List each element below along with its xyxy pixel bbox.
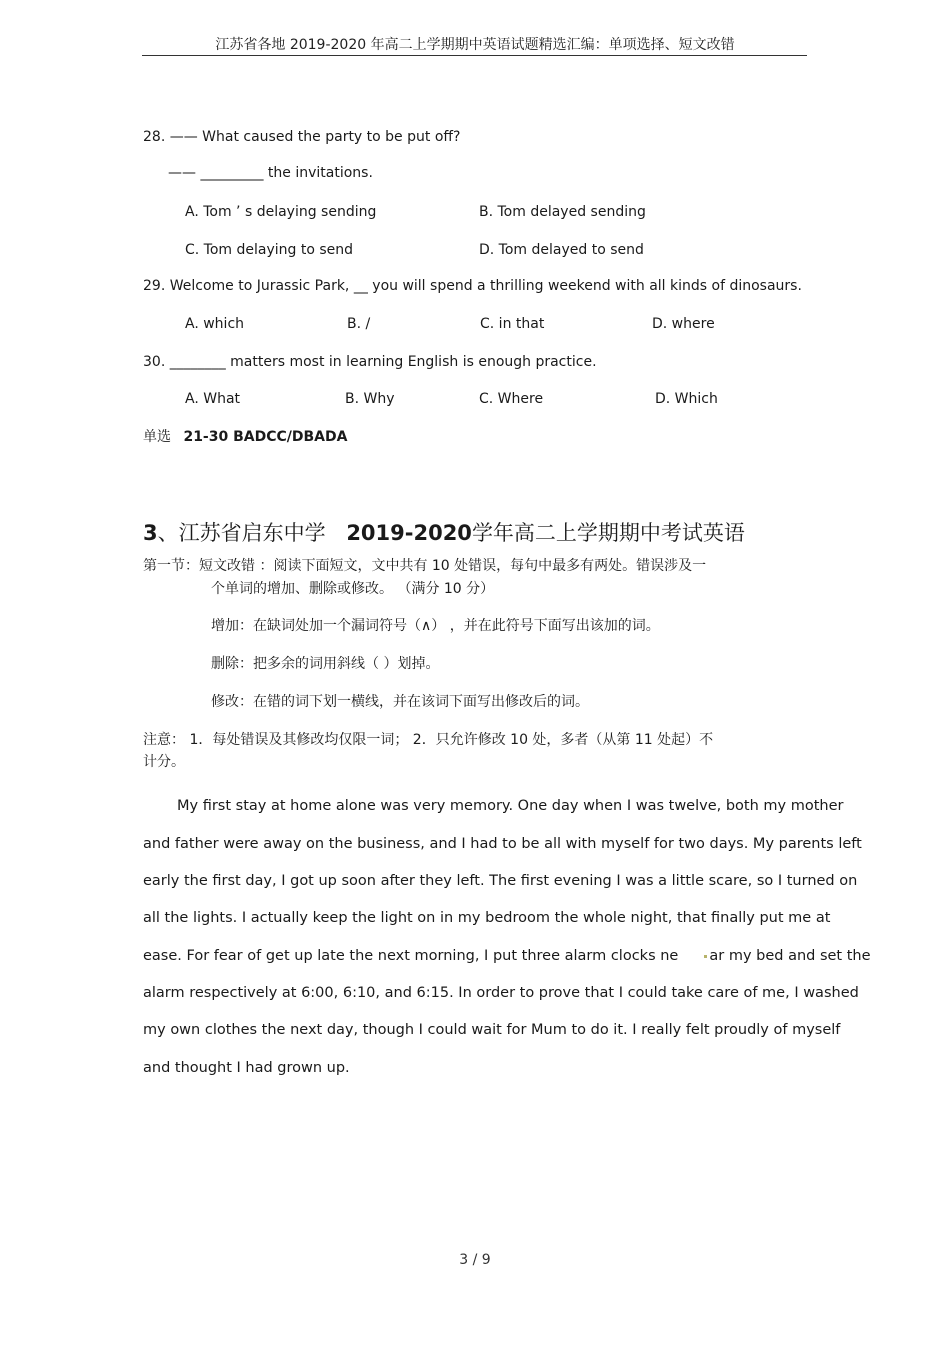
question-number: 30.	[143, 354, 166, 370]
passage-line: My first stay at home alone was very memory. One day when I was twelve, both my mother	[177, 798, 844, 814]
question-28	[143, 129, 460, 145]
option-c: C. Where	[479, 391, 544, 407]
question-stem: ________ matters most in learning English is enough practice.	[169, 354, 597, 370]
section-title	[143, 517, 745, 547]
passage-line: my own clothes the next day, though I could wait for Mum to do it. I really felt proudly of myself	[143, 1022, 841, 1038]
running-header: 江苏省各地 2019-2020 年高二上学期期中英语试题精选汇编：单项选择、短文改错	[215, 37, 735, 53]
passage-line-start: ease. For fear of get up late the next morning, I put three alarm clocks ne	[143, 948, 679, 964]
question-number: 29.	[143, 278, 166, 294]
passage-line: alarm respectively at 6:00, 6:10, and 6:15. In order to prove that I could take care of me, I washed	[143, 985, 859, 1001]
passage-line: all the lights. I actually keep the light on in my bedroom the whole night, that finally put me at	[143, 910, 831, 926]
option-d: D. where	[652, 316, 715, 332]
passage-line	[143, 948, 871, 964]
instruction-note-2: 计分。	[143, 754, 185, 770]
passage-line-end: ar my bed and set the	[709, 948, 871, 964]
instruction-note-1: 注意： 1．每处错误及其修改均仅限一词； 2．只允许修改 10 处，多者（从第 11 处起）不	[143, 732, 714, 748]
option-d: D. Tom delayed to send	[479, 242, 644, 258]
answer-key-label: 单选	[143, 429, 171, 445]
passage-line: and father were away on the business, and I had to be all with myself for two days. My parents left	[143, 836, 862, 852]
instruction-delete: 删除：把多余的词用斜线（ ）划掉。	[211, 656, 440, 672]
option-b: B. /	[347, 316, 371, 332]
scan-mark	[704, 955, 707, 958]
question-30	[143, 354, 597, 370]
question-number: 28.	[143, 129, 166, 145]
option-b: B. Tom delayed sending	[479, 204, 646, 220]
option-a: A. Tom ’ s delaying sending	[185, 204, 377, 220]
section-year: 2019-2020	[346, 521, 472, 545]
question-stem: Welcome to Jurassic Park, __ you will spend a thrilling weekend with all kinds of dinosaurs.	[169, 278, 802, 294]
option-a: A. which	[185, 316, 245, 332]
instruction-line-2: 个单词的增加、删除或修改。 （满分 10 分）	[211, 581, 495, 597]
instruction-line-1: 第一节：短文改错 ：阅读下面短文，文中共有 10 处错误，每句中最多有两处。错误涉及一	[143, 558, 707, 574]
option-c: C. Tom delaying to send	[185, 242, 354, 258]
answer-key	[143, 426, 347, 446]
question-stem: —— What caused the party to be put off?	[169, 129, 461, 145]
question-28-reply: —— _________ the invitations.	[168, 165, 373, 181]
option-c: C. in that	[480, 316, 545, 332]
instruction-add: 增加：在缺词处加一个漏词符号（∧） ，并在此符号下面写出该加的词。	[211, 618, 660, 634]
passage-line: early the first day, I got up soon after they left. The first evening I was a little scare, so I turned on	[143, 873, 858, 889]
section-number: 3	[143, 521, 158, 545]
header-rule	[142, 55, 807, 56]
section-school: 、江苏省启东中学	[157, 521, 326, 545]
instruction-modify: 修改：在错的词下划一横线，并在该词下面写出修改后的词。	[211, 694, 589, 710]
question-29	[143, 278, 802, 294]
answer-key-value: 21-30 BADCC/DBADA	[183, 429, 348, 445]
option-b: B. Why	[345, 391, 395, 407]
passage-line: and thought I had grown up.	[143, 1060, 350, 1076]
section-subtitle: 学年高二上学期期中考试英语	[471, 521, 745, 545]
option-a: A. What	[185, 391, 241, 407]
page-number: 3 / 9	[459, 1252, 491, 1268]
option-d: D. Which	[655, 391, 718, 407]
